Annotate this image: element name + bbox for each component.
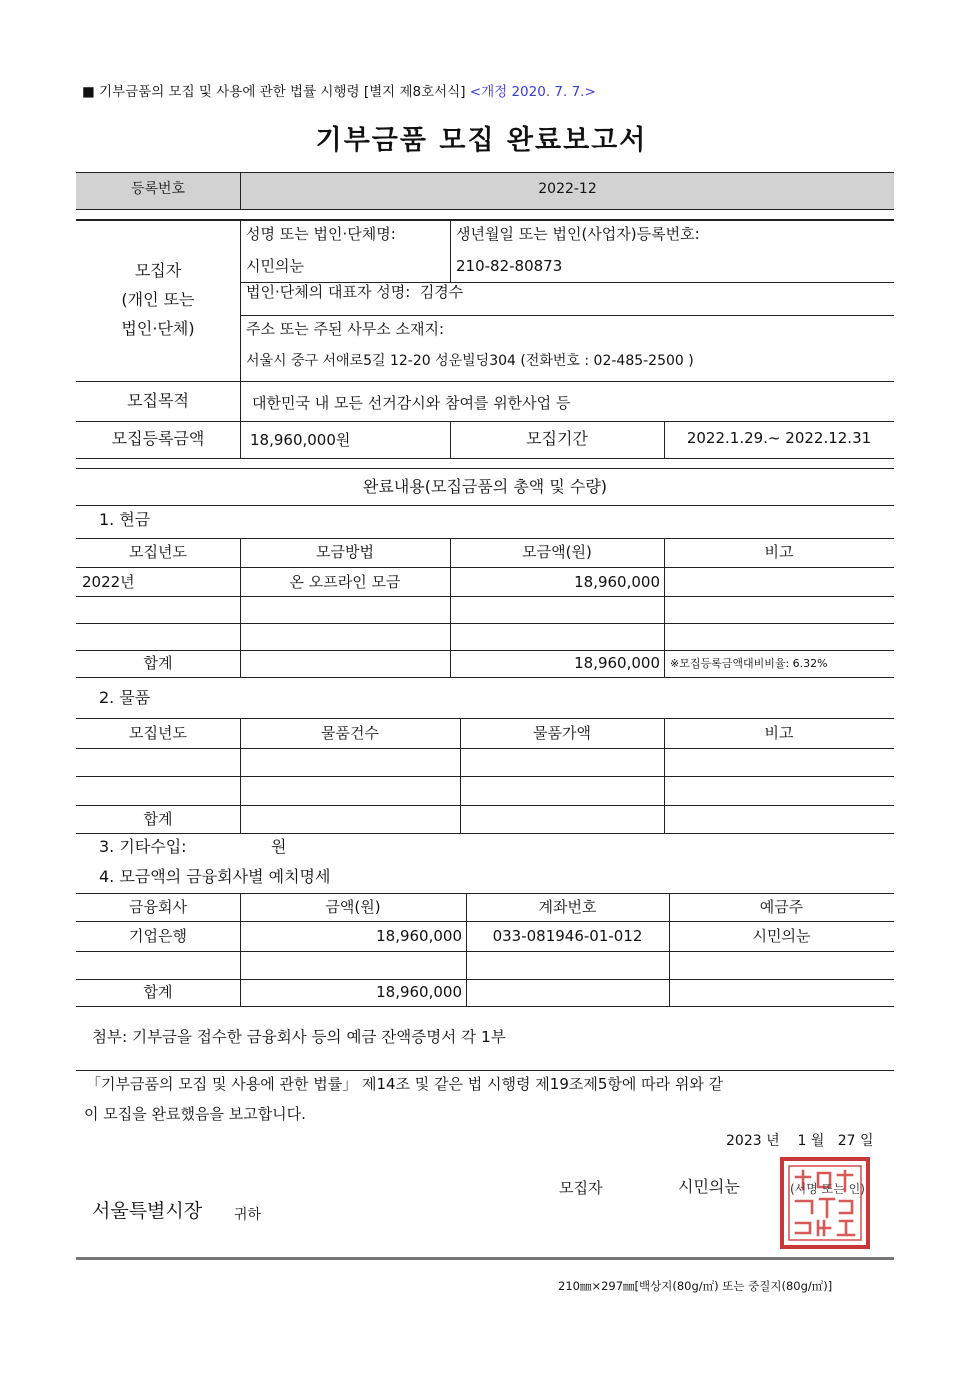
official-seal	[780, 1157, 870, 1249]
footer-rule	[76, 1257, 894, 1260]
collector-label-3: 법인·단체)	[121, 319, 195, 338]
paper-spec: 210㎜×297㎜[백상지(80g/㎡) 또는 중질지(80g/㎡)]	[558, 1279, 833, 1293]
revision-note: <개정 2020. 7. 7.>	[469, 84, 596, 100]
amount-label: 모집등록금액	[111, 429, 205, 448]
cash-row-amount: 18,960,000	[574, 573, 660, 591]
recipient-name: 서울특별시장	[92, 1200, 203, 1222]
deposit-header-amount: 금액(원)	[325, 898, 381, 916]
purpose-value: 대한민국 내 모든 선거감시와 참여를 위한사업 등	[252, 394, 571, 412]
collector-label-2: (개인 또는	[121, 290, 195, 309]
deposit-row-holder: 시민의눈	[752, 927, 811, 945]
cash-title: 1. 현금	[99, 510, 151, 529]
period-value: 2022.1.29.~ 2022.12.31	[686, 429, 872, 447]
cash-total-amount: 18,960,000	[574, 654, 660, 672]
goods-header-value: 물품가액	[533, 724, 591, 742]
cash-header-method: 모금방법	[316, 543, 374, 561]
address-label: 주소 또는 주된 사무소 소재지:	[246, 320, 445, 338]
deposit-header-account: 계좌번호	[538, 898, 597, 916]
recipient-suffix: 귀하	[234, 1207, 262, 1223]
purpose-label: 모집목적	[127, 391, 189, 410]
cash-total-ratio: ※모집등록금액대비비율: 6.32%	[670, 657, 828, 670]
amount-value: 18,960,000원	[250, 431, 351, 449]
statement-line-2: 이 모집을 완료했음을 보고합니다.	[84, 1105, 306, 1123]
deposit-row-bank: 기업은행	[129, 927, 187, 945]
cash-total-label: 합계	[143, 654, 173, 672]
name-value: 시민의눈	[246, 257, 304, 275]
deposit-header-bank: 금융회사	[129, 898, 187, 916]
attachment-note: 첨부: 기부금을 접수한 금융회사 등의 예금 잔액증명서 각 1부	[92, 1028, 506, 1046]
cash-row-year: 2022년	[82, 573, 135, 591]
page-title: 기부금품 모집 완료보고서	[315, 125, 648, 156]
cash-row-method: 온 오프라인 모금	[289, 573, 401, 591]
completion-title: 완료내용(모집금품의 총액 및 수량)	[362, 477, 608, 496]
deposit-row-amount: 18,960,000	[376, 927, 462, 945]
signature-note: (서명 또는 인)	[790, 1182, 865, 1196]
other-income-unit: 원	[271, 837, 287, 856]
period-label: 모집기간	[526, 429, 588, 448]
address-value: 서울시 중구 서애로5길 12-20 성운빌딩304 (전화번호 : 02-485-2500 )	[246, 353, 694, 369]
report-date: 2023 년 1 월 27 일	[726, 1133, 874, 1149]
representative-value: 김경수	[419, 283, 464, 301]
signature-name: 시민의눈	[678, 1177, 740, 1196]
deposit-row-account: 033-081946-01-012	[492, 927, 643, 945]
cash-header-note: 비고	[764, 543, 794, 561]
statement-line-1: 「기부금품의 모집 및 사용에 관한 법률」 제14조 및 같은 법 시행령 제19조제5항에 따라 위와 같	[86, 1075, 724, 1093]
signature-role: 모집자	[559, 1179, 603, 1197]
goods-header-count: 물품건수	[321, 724, 379, 742]
goods-total-label: 합계	[143, 810, 173, 828]
goods-title: 2. 물품	[99, 688, 151, 707]
registration-label: 등록번호	[130, 181, 186, 197]
goods-header-note: 비고	[764, 724, 794, 742]
cash-header-amount: 모금액(원)	[522, 543, 592, 561]
goods-header-year: 모집년도	[129, 724, 187, 742]
representative-label: 법인·단체의 대표자 성명: 김경수	[246, 283, 464, 301]
name-label: 성명 또는 법인·단체명:	[246, 225, 396, 243]
deposit-total-amount: 18,960,000	[376, 983, 462, 1001]
other-income-label: 3. 기타수입:	[99, 837, 187, 856]
regno-value: 210-82-80873	[456, 257, 563, 275]
registration-number: 2022-12	[538, 181, 597, 197]
deposit-title: 4. 모금액의 금융회사별 예치명세	[99, 867, 331, 886]
deposit-header-holder: 예금주	[759, 898, 804, 916]
regno-label: 생년월일 또는 법인(사업자)등록번호:	[456, 225, 700, 243]
law-reference: ■ 기부금품의 모집 및 사용에 관한 법률 시행령 [별지 제8호서식] <개정 2020. 7. 7.>	[82, 84, 596, 100]
collector-label-1: 모집자	[134, 261, 182, 280]
deposit-total-label: 합계	[143, 983, 173, 1001]
cash-header-year: 모집년도	[129, 543, 187, 561]
